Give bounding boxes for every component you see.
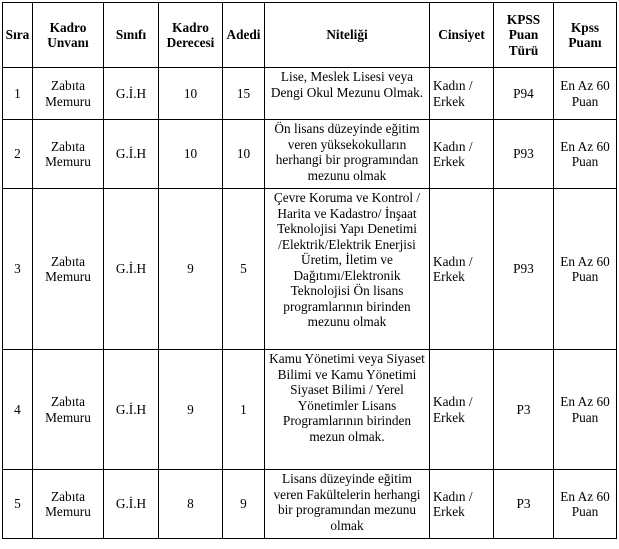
cell-kadro-derecesi: 9 [159,350,223,470]
table-row [3,68,617,120]
cell-cinsiyet: Kadın / Erkek [430,120,494,189]
table-row [3,470,617,539]
cell-sinifi: G.İ.H [104,120,159,189]
cell-kadro-derecesi: 8 [159,470,223,539]
header-kpss-puan-turu: KPSS Puan Türü [494,3,554,68]
cell-sinifi: G.İ.H [104,68,159,120]
cell-cinsiyet: Kadın / Erkek [430,350,494,470]
cell-kadro-derecesi: 10 [159,120,223,189]
cell-kpss-puan-turu: P94 [494,68,554,120]
cell-kadro-unvani: Zabıta Memuru [33,68,104,120]
cell-adedi: 5 [223,189,265,350]
cell-sira: 1 [3,68,33,120]
cell-sira: 5 [3,470,33,539]
header-cinsiyet: Cinsiyet [430,3,494,68]
cell-cinsiyet: Kadın / Erkek [430,189,494,350]
cell-kpss-puan-turu: P93 [494,189,554,350]
cell-kpss-puani: En Az 60 Puan [554,189,617,350]
header-kadro-derecesi: Kadro Derecesi [159,3,223,68]
cell-kpss-puan-turu: P93 [494,120,554,189]
personnel-positions-table [2,2,617,539]
cell-kadro-unvani: Zabıta Memuru [33,350,104,470]
header-adedi: Adedi [223,3,265,68]
table-row [3,189,617,350]
cell-kpss-puan-turu: P3 [494,470,554,539]
cell-cinsiyet: Kadın / Erkek [430,470,494,539]
cell-kpss-puani: En Az 60 Puan [554,350,617,470]
header-kpss-puani: Kpss Puanı [554,3,617,68]
cell-kadro-unvani: Zabıta Memuru [33,470,104,539]
header-sira: Sıra [3,3,33,68]
cell-sinifi: G.İ.H [104,189,159,350]
cell-niteligi: Kamu Yönetimi veya Siyaset Bilimi ve Kamu Yönetimi Siyaset Bilimi / Yerel Yönetimler Lisans Programlarının birinden mezun olmak. [265,350,430,470]
cell-kpss-puani: En Az 60 Puan [554,470,617,539]
cell-adedi: 9 [223,470,265,539]
cell-sira: 3 [3,189,33,350]
header-row [3,3,617,68]
cell-sira: 2 [3,120,33,189]
cell-niteligi: Lisans düzeyinde eğitim veren Fakültelerin herhangi bir programından mezunu olmak [265,470,430,539]
cell-cinsiyet: Kadın / Erkek [430,68,494,120]
cell-sinifi: G.İ.H [104,470,159,539]
cell-kpss-puani: En Az 60 Puan [554,68,617,120]
table-row [3,350,617,470]
cell-adedi: 15 [223,68,265,120]
cell-kadro-unvani: Zabıta Memuru [33,120,104,189]
header-sinifi: Sınıfı [104,3,159,68]
cell-kpss-puani: En Az 60 Puan [554,120,617,189]
cell-sinifi: G.İ.H [104,350,159,470]
cell-niteligi: Çevre Koruma ve Kontrol / Harita ve Kadastro/ İnşaat Teknolojisi Yapı Denetimi /Elektrik/Elektrik Enerjisi Üretim, İletim ve Dağıtımı/Elektronik Teknolojisi Ön lisans programlarının birinden mezunu olmak [265,189,430,350]
header-niteligi: Niteliği [265,3,430,68]
cell-niteligi: Ön lisans düzeyinde eğitim veren yüksekokulların herhangi bir programından mezunu olmak [265,120,430,189]
cell-niteligi: Lise, Meslek Lisesi veya Dengi Okul Mezunu Olmak. [265,68,430,120]
cell-kadro-derecesi: 9 [159,189,223,350]
cell-kadro-unvani: Zabıta Memuru [33,189,104,350]
header-kadro-unvani: Kadro Unvanı [33,3,104,68]
cell-kadro-derecesi: 10 [159,68,223,120]
cell-adedi: 1 [223,350,265,470]
cell-adedi: 10 [223,120,265,189]
cell-kpss-puan-turu: P3 [494,350,554,470]
cell-sira: 4 [3,350,33,470]
table-row [3,120,617,189]
